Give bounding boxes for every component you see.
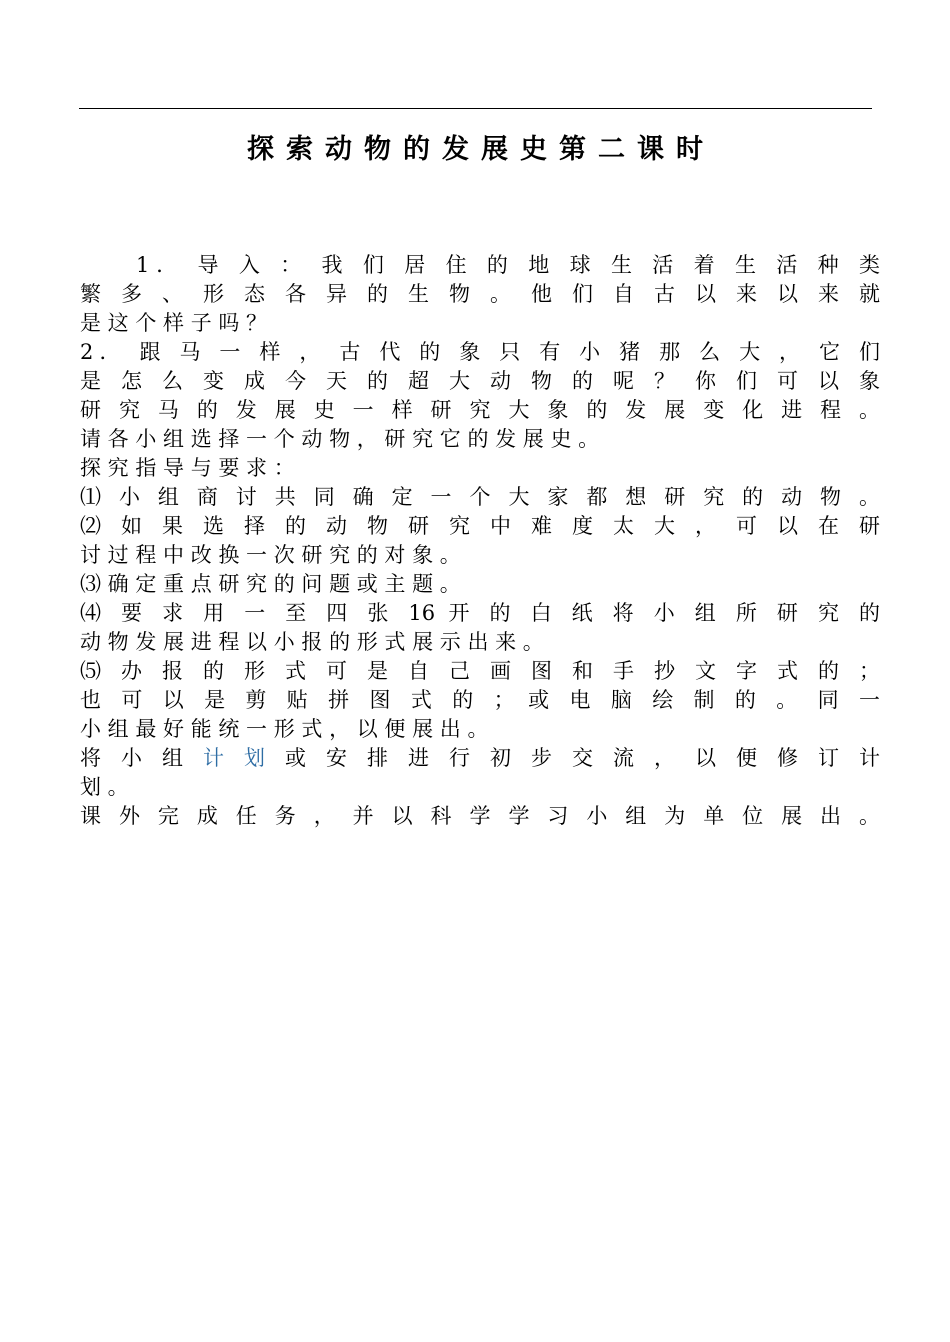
text-line: ⑴ 小 组 商 讨 共 同 确 定 一 个 大 家 都 想 研 究 的 动 物 。	[80, 485, 880, 509]
text-line: 是 怎 么 变 成 今 天 的 超 大 动 物 的 呢 ？ 你 们 可 以 象	[80, 369, 880, 393]
text-line: 划 。	[80, 775, 129, 799]
text-line: 探 究 指 导 与 要 求 ：	[80, 456, 295, 480]
text-line: ⑸ 办 报 的 形 式 可 是 自 己 画 图 和 手 抄 文 字 式 的 ；	[80, 659, 880, 683]
tail-lines	[80, 773, 880, 831]
text-line: 繁 多 、 形 态 各 异 的 生 物 。 他 们 自 古 以 来 以 来 就	[80, 282, 880, 306]
text-line: 动 物 发 展 进 程 以 小 报 的 形 式 展 示 出 来 。	[80, 630, 544, 654]
plan-line-before: 将 小 组	[80, 746, 203, 770]
plan-link[interactable]: 计 划	[203, 746, 272, 770]
text-line: ⑷ 要 求 用 一 至 四 张 16 开 的 白 纸 将 小 组 所 研 究 的	[80, 601, 880, 625]
plan-line-after: 或 安 排 进 行 初 步 交 流 ， 以 便 修 订 计	[271, 746, 880, 770]
text-line: 也 可 以 是 剪 贴 拼 图 式 的 ； 或 电 脑 绘 制 的 。 同 一	[80, 688, 880, 712]
text-line: 讨 过 程 中 改 换 一 次 研 究 的 对 象 。	[80, 543, 461, 567]
text-line: 小 组 最 好 能 统 一 形 式 ， 以 便 展 出 。	[80, 717, 489, 741]
text-line: 1． 导 入 ： 我 们 居 住 的 地 球 生 活 着 生 活 种 类	[136, 253, 880, 277]
text-line: 课 外 完 成 任 务 ， 并 以 科 学 学 习 小 组 为 单 位 展 出 。	[80, 804, 880, 828]
header-rule	[79, 108, 872, 109]
document-body	[80, 251, 880, 831]
paragraph-lines	[80, 251, 880, 744]
text-line: 研 究 马 的 发 展 史 一 样 研 究 大 象 的 发 展 变 化 进 程 。	[80, 398, 880, 422]
text-line: ⑶ 确 定 重 点 研 究 的 问 题 或 主 题 。	[80, 572, 461, 596]
text-line: 是 这 个 样 子 吗 ？	[80, 311, 268, 335]
text-line: 请 各 小 组 选 择 一 个 动 物 ， 研 究 它 的 发 展 史 。	[80, 427, 600, 451]
text-line: ⑵ 如 果 选 择 的 动 物 研 究 中 难 度 太 大 ， 可 以 在 研	[80, 514, 880, 538]
text-line: 2． 跟 马 一 样 ， 古 代 的 象 只 有 小 猪 那 么 大 ， 它 们	[80, 340, 880, 364]
page-title: 探索动物的发展史第二课时	[247, 134, 715, 165]
plan-line	[80, 744, 880, 773]
